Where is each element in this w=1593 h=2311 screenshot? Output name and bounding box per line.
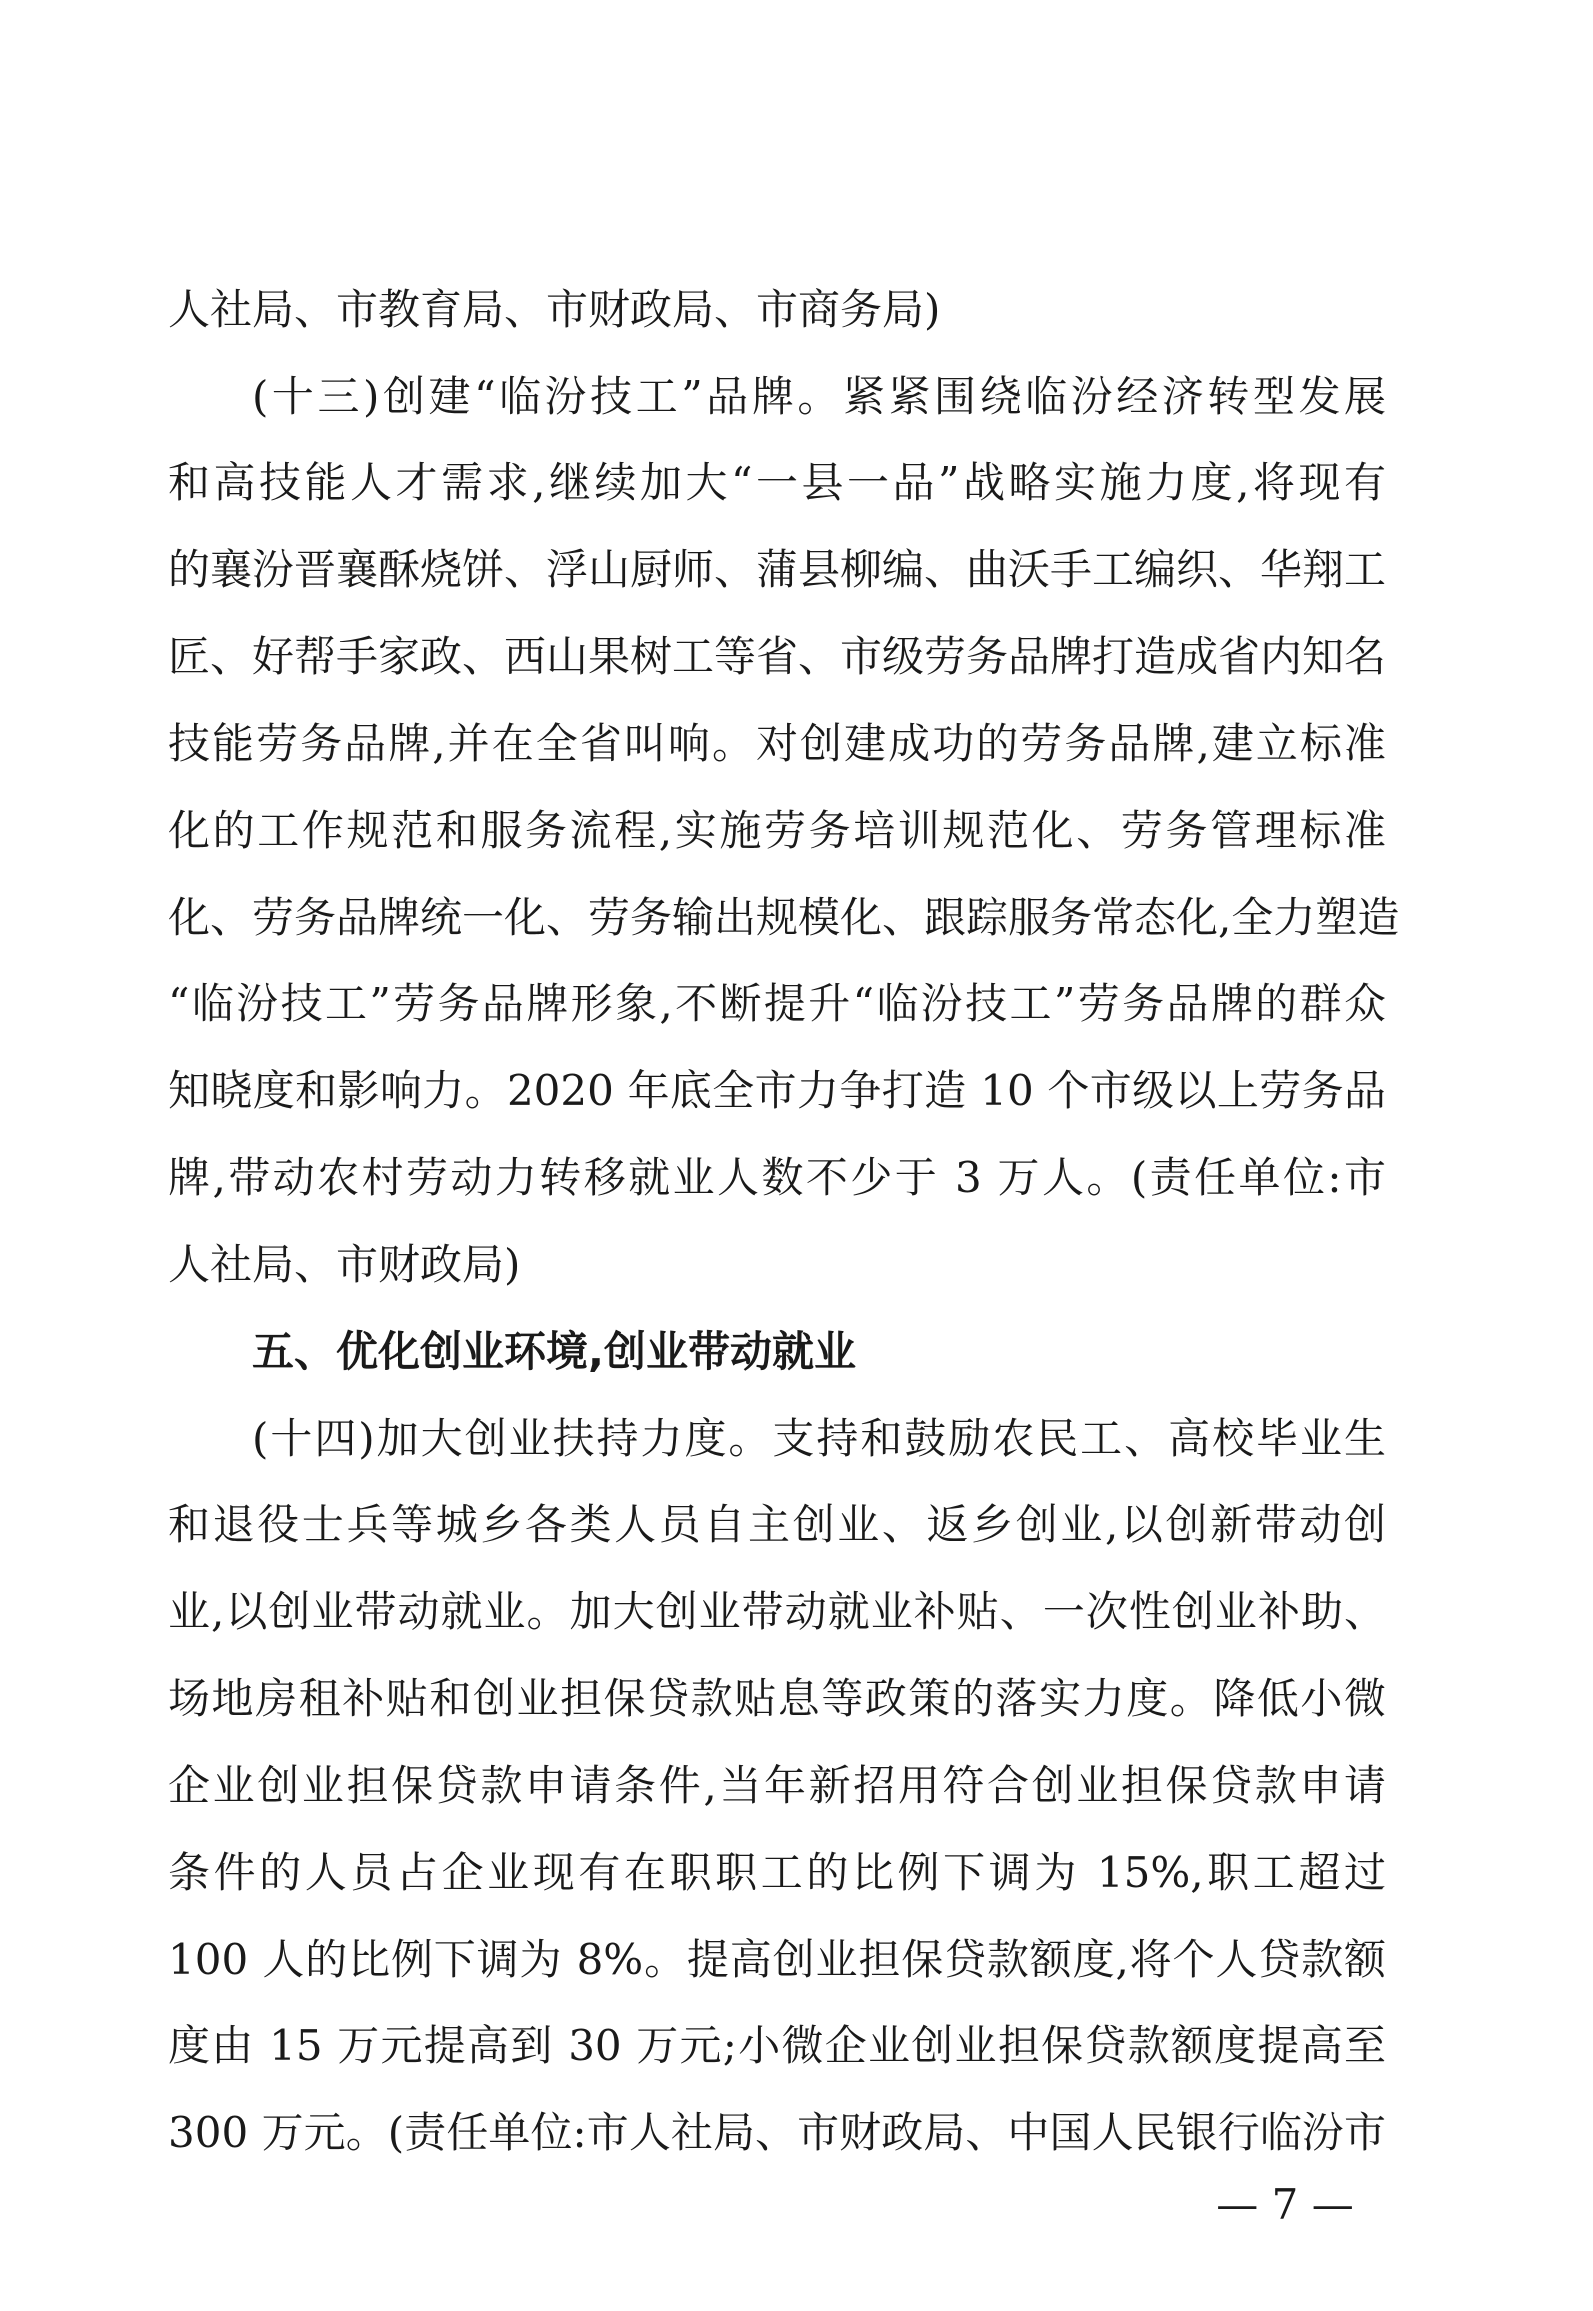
paragraph-line: 条件的人员占企业现有在职职工的比例下调为 15%,职工超过 — [168, 1848, 1386, 1897]
paragraph-line: 化的工作规范和服务流程,实施劳务培训规范化、劳务管理标准 — [168, 806, 1386, 855]
paragraph-line: 度由 15 万元提高到 30 万元;小微企业创业担保贷款额度提高至 — [168, 2021, 1386, 2070]
section-heading: 五、优化创业环境,创业带动就业 — [252, 1327, 856, 1376]
paragraph-line: 化、劳务品牌统一化、劳务输出规模化、跟踪服务常态化,全力塑造 — [168, 893, 1400, 942]
paragraph-line: 100 人的比例下调为 8%。提高创业担保贷款额度,将个人贷款额 — [168, 1935, 1386, 1984]
paragraph-line: (十三)创建“临汾技工”品牌。紧紧围绕临汾经济转型发展 — [252, 372, 1386, 421]
paragraph-line: 300 万元。(责任单位:市人社局、市财政局、中国人民银行临汾市 — [168, 2108, 1386, 2157]
paragraph-line: (十四)加大创业扶持力度。支持和鼓励农民工、高校毕业生 — [252, 1414, 1386, 1463]
paragraph-line: 企业创业担保贷款申请条件,当年新招用符合创业担保贷款申请 — [168, 1761, 1386, 1810]
paragraph-line: 人社局、市教育局、市财政局、市商务局) — [168, 285, 941, 334]
paragraph-line: 和退役士兵等城乡各类人员自主创业、返乡创业,以创新带动创 — [168, 1500, 1386, 1549]
paragraph-line: 技能劳务品牌,并在全省叫响。对创建成功的劳务品牌,建立标准 — [168, 719, 1386, 768]
paragraph-line: 业,以创业带动就业。加大创业带动就业补贴、一次性创业补助、 — [168, 1587, 1386, 1636]
paragraph-line: 人社局、市财政局) — [168, 1240, 521, 1289]
paragraph-line: “临汾技工”劳务品牌形象,不断提升“临汾技工”劳务品牌的群众 — [168, 979, 1386, 1028]
paragraph-line: 和高技能人才需求,继续加大“一县一品”战略实施力度,将现有 — [168, 458, 1386, 507]
paragraph-line: 知晓度和影响力。2020 年底全市力争打造 10 个市级以上劳务品 — [168, 1066, 1386, 1115]
paragraph-line: 匠、好帮手家政、西山果树工等省、市级劳务品牌打造成省内知名 — [168, 632, 1387, 681]
paragraph-line: 牌,带动农村劳动力转移就业人数不少于 3 万人。(责任单位:市 — [168, 1153, 1386, 1202]
paragraph-line: 场地房租补贴和创业担保贷款贴息等政策的落实力度。降低小微 — [168, 1674, 1386, 1723]
page-number: — 7 — — [1216, 2180, 1354, 2229]
paragraph-line: 的襄汾晋襄酥烧饼、浮山厨师、蒲县柳编、曲沃手工编织、华翔工 — [168, 545, 1387, 594]
